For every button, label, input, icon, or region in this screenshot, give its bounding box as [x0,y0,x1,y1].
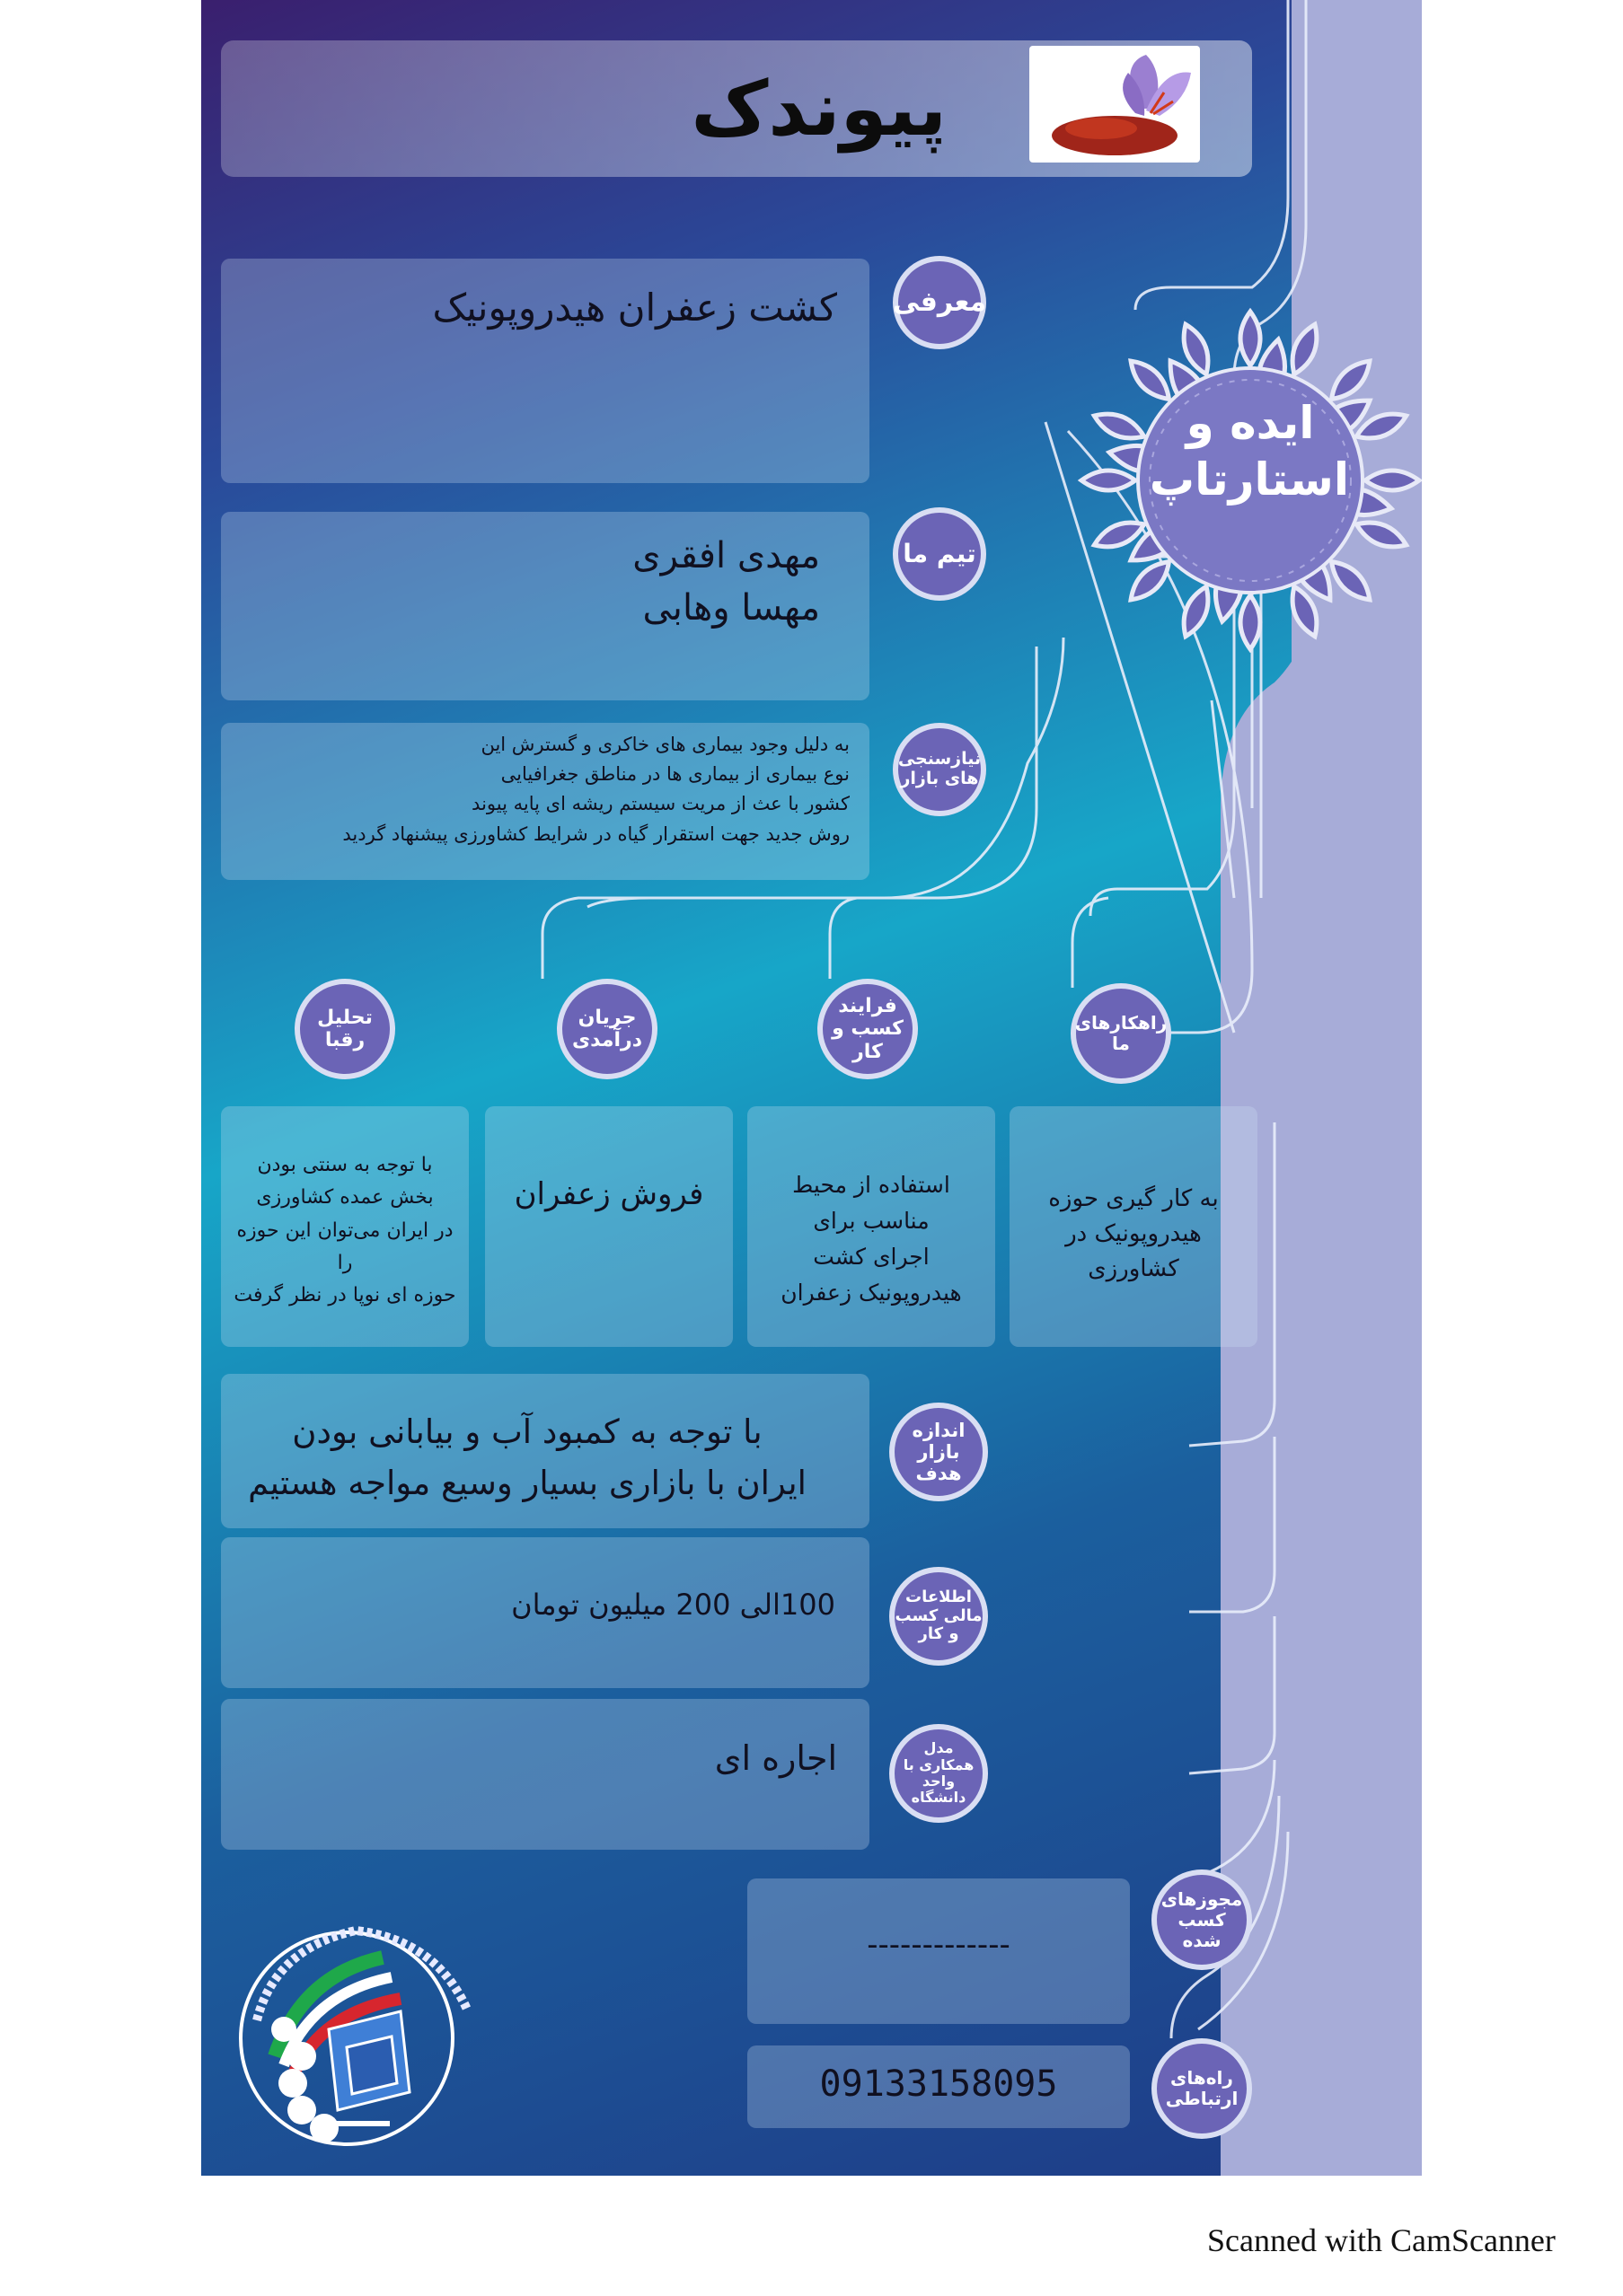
badge-intro: معرفی [893,256,986,349]
contact-box[interactable] [747,2045,1130,2128]
university-logo [221,1913,490,2155]
contact-phone[interactable]: 09133158095 [819,2063,1058,2105]
badge-business-process: فرایند کسب و کار [817,979,918,1079]
badge-contact: راه‌های ارتباطی [1151,2038,1252,2139]
column-revenue-stream [485,1106,733,1347]
header-bar [221,40,1252,177]
intro-text: کشت زعفران هیدروپونیک [432,286,837,330]
market-need-box [221,723,869,880]
licenses-box [747,1878,1130,2024]
licenses-text: ------------- [867,1927,1010,1963]
column-competitor-analysis [221,1106,469,1347]
emblem-title: ایده و استارتاپ [1149,397,1349,506]
team-box [221,512,869,700]
badge-our-solutions: راهکارهای ما [1071,983,1171,1084]
badge-licenses: مجوزهای کسب شده [1151,1869,1252,1970]
cooperation-box [221,1699,869,1850]
scanner-watermark: Scanned with CamScanner [1207,2222,1556,2258]
cooperation-text: اجاره ای [714,1738,837,1778]
competitor-analysis-text: با توجه به سنتی بودن بخش عمده کشاورزی در ایران می‌توان این حوزه را حوزه ای نوپا در نظر گرفت [234,1154,456,1307]
badge-financial: اطلاعات مالی کسب و کار [889,1567,988,1666]
badge-market-need: نیازسنجی های بازار [893,723,986,816]
badge-revenue-stream: جریان درآمدی [557,979,657,1079]
badge-team: تیم ما [893,507,986,601]
intro-box [221,259,869,483]
revenue-stream-text: فروش زعفران [514,1176,704,1212]
column-our-solutions [1010,1106,1257,1347]
infographic-poster [201,0,1422,2176]
badge-competitor-analysis: تحلیل رقبا [295,979,395,1079]
badge-cooperation: مدل همکاری با واحد دانشگاه [889,1724,988,1823]
column-business-process [747,1106,995,1347]
badge-market-size: اندازه بازار هدف [889,1403,988,1501]
brand-title: پیوندک [691,65,947,153]
market-size-box [221,1374,869,1528]
market-size-text: با توجه به کمبود آب و بیابانی بودن ایران با بازاری بسیار وسیع مواجه هستیم [248,1412,807,1503]
team-text: مهدی افقری مهسا وهابی [632,535,820,629]
market-need-text: به دلیل وجود بیماری های خاکری و گسترش این نوع بیماری از بیماری ها در مناطق جغرافیایی کشور با عث از مریت سیستم ریشه ای پایه پیوند روش جدید جهت استقرار گیاه در شرایط کشاورزی پیشنهاد گردید [342,734,850,845]
saffron-flower-image [1029,46,1200,163]
business-process-text: استفاده از محیط مناسب برای اجرای کشت هیدروپونیک زعفران [781,1172,962,1306]
our-solutions-text: به کار گیری حوزه هیدروپونیک در کشاورزی [1048,1185,1219,1282]
financial-text: 100الی 200 میلیون تومان [511,1588,835,1622]
financial-box [221,1537,869,1688]
